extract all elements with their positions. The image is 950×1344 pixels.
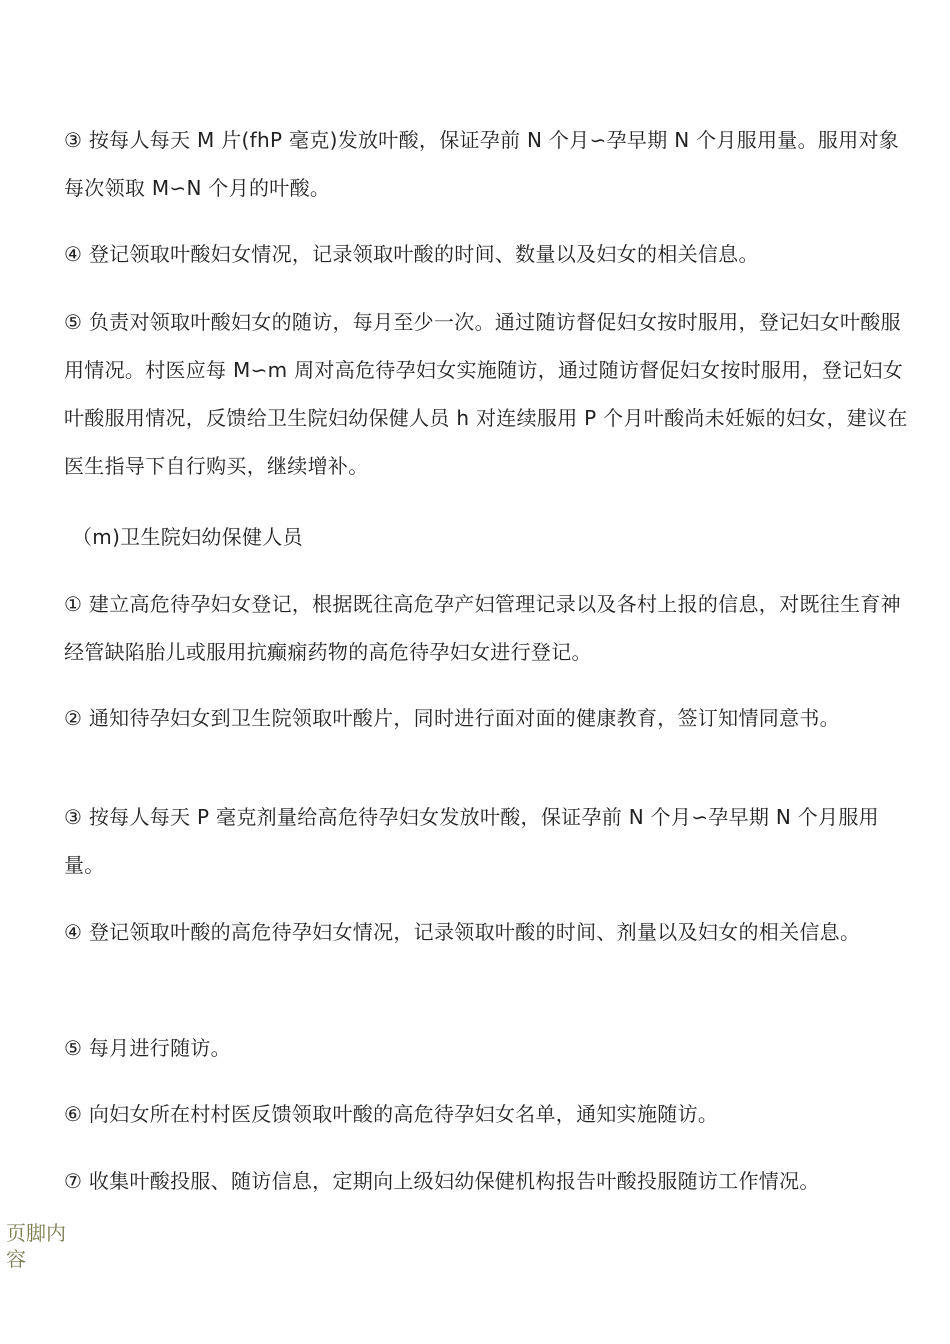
paragraph-distribute-folic-acid: ③ 按每人每天 M 片(fhP 毫克)发放叶酸，保证孕前 N 个月∽孕早期 N 个月服用量。服用对象每次领取 M∽N 个月的叶酸。 <box>64 128 900 200</box>
paragraph-follow-up: ⑤ 负责对领取叶酸妇女的随访，每月至少一次。通过随访督促妇女按时服用，登记妇女叶酸服用情况。村医应每 M∽m 周对高危待孕妇女实施随访，通过随访督促妇女按时服用，登记妇女叶酸服用情况，反馈给卫生院妇幼保健人员 h 对连续服用 P 个月叶酸尚未妊娠的妇女，建议在医生指导下自行购买，继续增补。 <box>64 310 908 478</box>
paragraph-notify-women: ② 通知待孕妇女到卫生院领取叶酸片，同时进行面对面的健康教育，签订知情同意书。 <box>64 706 840 730</box>
section-heading-health-center-staff: （m)卫生院妇幼保健人员 <box>72 525 303 549</box>
paragraph-monthly-follow-up: ⑤ 每月进行随访。 <box>64 1036 231 1060</box>
paragraph-register-women: ④ 登记领取叶酸妇女情况，记录领取叶酸的时间、数量以及妇女的相关信息。 <box>64 242 759 266</box>
paragraph-high-risk-registration: ① 建立高危待孕妇女登记，根据既往高危孕产妇管理记录以及各村上报的信息，对既往生育神经管缺陷胎儿或服用抗癫痫药物的高危待孕妇女进行登记。 <box>64 592 901 664</box>
paragraph-report-upward: ⑦ 收集叶酸投服、随访信息，定期向上级妇幼保健机构报告叶酸投服随访工作情况。 <box>64 1169 820 1193</box>
paragraph-high-risk-dose: ③ 按每人每天 P 毫克剂量给高危待孕妇女发放叶酸，保证孕前 N 个月∽孕早期 N 个月服用量。 <box>64 805 879 877</box>
paragraph-high-risk-register: ④ 登记领取叶酸的高危待孕妇女情况，记录领取叶酸的时间、剂量以及妇女的相关信息。 <box>64 920 861 944</box>
paragraph-feedback-village-doctor: ⑥ 向妇女所在村村医反馈领取叶酸的高危待孕妇女名单，通知实施随访。 <box>64 1102 719 1126</box>
page-footer: 页脚内容 <box>6 1221 66 1271</box>
